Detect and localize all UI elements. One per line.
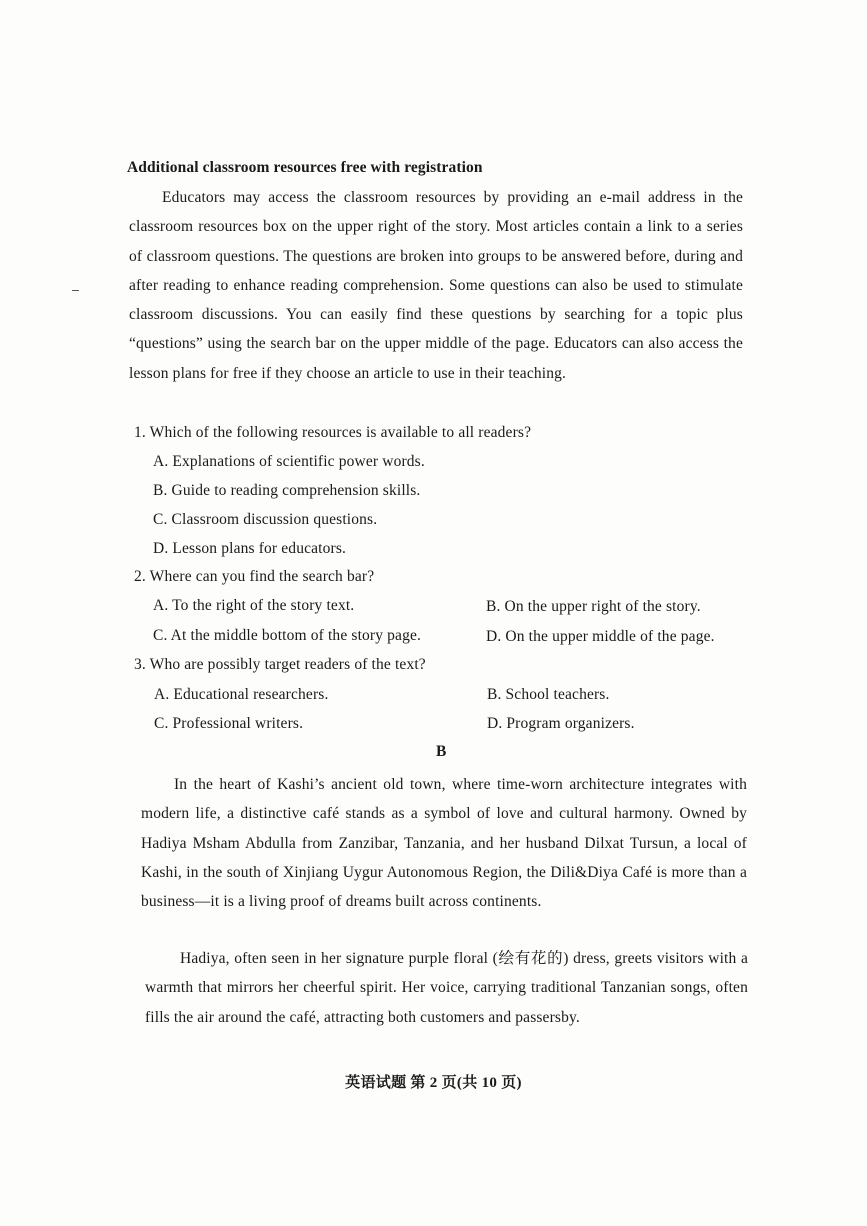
question-2-option-d: D. On the upper middle of the page. — [486, 628, 715, 645]
question-3-option-d: D. Program organizers. — [487, 715, 635, 732]
question-3-option-b: B. School teachers. — [487, 686, 610, 703]
question-2-option-b: B. On the upper right of the story. — [486, 598, 701, 615]
question-1-option-a: A. Explanations of scientific power words. — [153, 453, 425, 470]
section-b-paragraph-1: In the heart of Kashi’s ancient old town, where time-worn architecture integrates with modern life, a distinctive café stands as a symbol of love and cultural harmony. Owned by Hadiya Msham Abdulla from Zanzibar, Tanzania, and her husband Dilxat Tursun, a local of Kashi, in the south of Xinjiang Uygur Autonomous Region, the Dili&Diya Café is more than a business—it is a living proof of dreams built across continents. — [141, 776, 747, 911]
part-b-label: B — [436, 743, 447, 760]
question-1-option-c: C. Classroom discussion questions. — [153, 511, 378, 528]
question-3-stem: 3. Who are possibly target readers of the text? — [134, 656, 426, 673]
question-3-option-a: A. Educational researchers. — [154, 686, 329, 703]
margin-mark — [72, 290, 79, 291]
question-2-stem: 2. Where can you find the search bar? — [134, 568, 375, 585]
question-1-option-b: B. Guide to reading comprehension skills. — [153, 482, 421, 499]
section-b-paragraph-2: Hadiya, often seen in her signature purple floral (绘有花的) dress, greets visitors with a warmth that mirrors her cheerful spirit. Her voice, carrying traditional Tanzanian songs, often fills the air around the café, attracting both customers and passersby. — [145, 950, 748, 1026]
page-footer: 英语试题 第 2 页(共 10 页) — [345, 1075, 522, 1091]
question-2-option-a: A. To the right of the story text. — [153, 597, 355, 614]
section-heading: Additional classroom resources free with registration — [127, 159, 483, 176]
section-a-paragraph: Educators may access the classroom resources by providing an e-mail address in the classroom resources box on the upper right of the story. Most articles contain a link to a series of classroom questions. The questions are broken into groups to be answered before, during and after reading to enhance reading comprehension. Some questions can also be used to stimulate classroom discussions. You can easily find these questions by searching for a topic plus “questions” using the search bar on the upper middle of the page. Educators can also access the lesson plans for free if they choose an article to use in their teaching. — [129, 189, 743, 382]
question-3-option-c: C. Professional writers. — [154, 715, 304, 732]
question-1-option-d: D. Lesson plans for educators. — [153, 540, 347, 557]
question-1-stem: 1. Which of the following resources is available to all readers? — [134, 424, 532, 441]
question-2-option-c: C. At the middle bottom of the story page. — [153, 627, 422, 644]
